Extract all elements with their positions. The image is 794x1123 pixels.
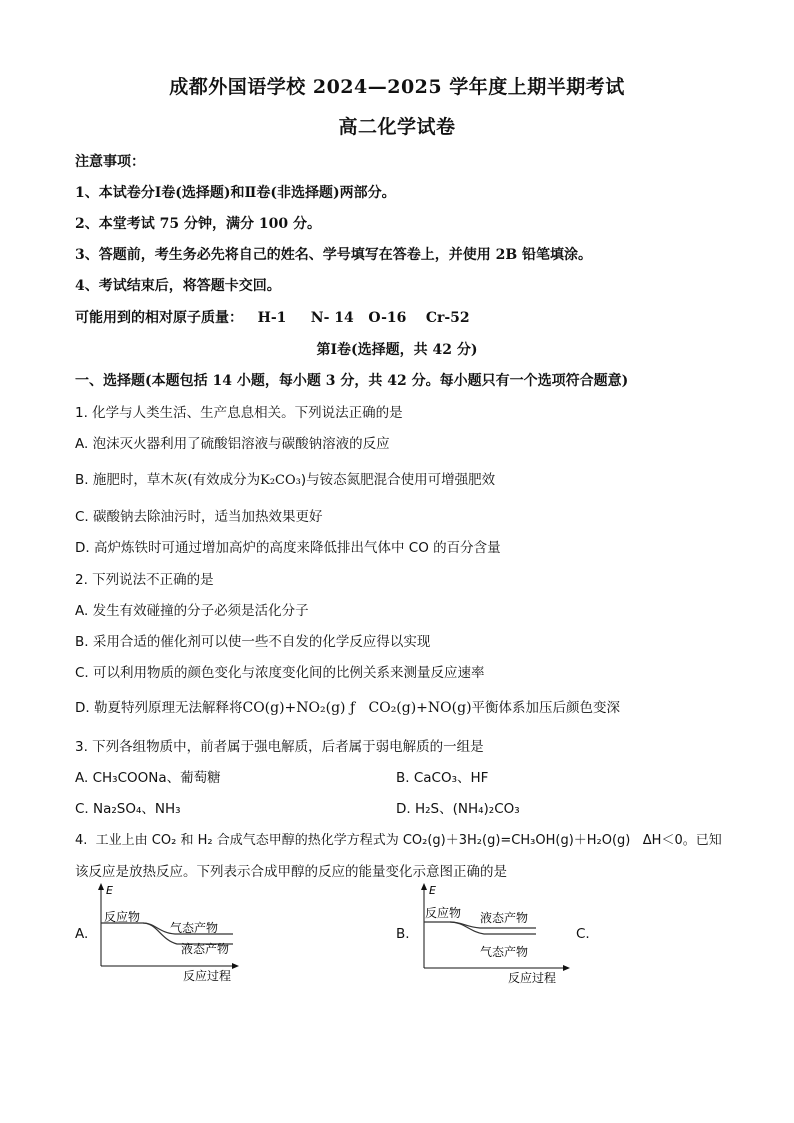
notes-heading: 注意事项： (75, 154, 145, 170)
q1-stem: 1. 化学与人类生活、生产息息相关。下列说法正确的是 (75, 405, 403, 421)
y-axis-label: E (429, 884, 436, 897)
q3-option-a: A. CH₃COONa、葡萄糖 (75, 770, 221, 786)
q1-option-b (75, 468, 495, 488)
q2-option-b: B. 采用合适的催化剂可以使一些不自发的化学反应得以实现 (75, 634, 431, 650)
q3-stem: 3. 下列各组物质中，前者属于强电解质，后者属于弱电解质的一组是 (75, 739, 484, 755)
q4-stem-line1: 4. 工业上由 CO₂ 和 H₂ 合成气态甲醇的热化学方程式为 CO₂(g)＋3H₂(g)=CH₃OH(g)＋H₂O(g) ΔH＜0。已知 (75, 833, 722, 848)
q2-option-d (75, 696, 620, 716)
y-axis-label: E (106, 884, 113, 897)
q1-option-a: A. 泡沫灭火器利用了硫酸铝溶液与碳酸钠溶液的反应 (75, 436, 390, 452)
q4-graph-a (95, 882, 245, 982)
q1-option-b-pre: B. 施肥时，草木灰(有效成分为 (75, 472, 261, 488)
q4-option-a-label: A. (75, 926, 89, 942)
q4-option-b-label: B. (396, 926, 410, 942)
q3-option-d: D. H₂S、(NH₄)₂CO₃ (396, 801, 520, 817)
q4-stem-line2: 该反应是放热反应。下列表示合成甲醇的反应的能量变化示意图正确的是 (75, 864, 507, 880)
note-item-2: 2、本堂考试 75 分钟，满分 100 分。 (75, 216, 321, 232)
note-item-4: 4、考试结束后，将答题卡交回。 (75, 278, 281, 294)
x-axis-label: 反应过程 (183, 969, 232, 982)
q2-option-d-post: 平衡体系加压后颜色变深 (471, 700, 621, 716)
q2-option-d-formula: CO(g)+NO₂(g) ƒ CO₂(g)+NO(g) (242, 700, 472, 716)
upper-product-label: 液态产物 (480, 911, 529, 925)
q1-option-d: D. 高炉炼铁时可通过增加高炉的高度来降低排出气体中 CO 的百分含量 (75, 540, 501, 556)
lower-product-label: 液态产物 (181, 942, 230, 956)
exam-title: 成都外国语学校 2024—2025 学年度上期半期考试 (169, 76, 625, 98)
q2-option-d-pre: D. 勒夏特列原理无法解释将 (75, 700, 243, 716)
q2-option-c: C. 可以利用物质的颜色变化与浓度变化间的比例关系来测量反应速率 (75, 665, 485, 681)
exam-subtitle: 高二化学试卷 (338, 116, 456, 138)
reactant-label: 反应物 (425, 906, 462, 920)
x-axis-arrow (563, 965, 570, 971)
lower-product-label: 气态产物 (480, 945, 529, 959)
q4-graph-b (418, 882, 578, 986)
section-instruction: 一、选择题(本题包括 14 小题，每小题 3 分，共 42 分。每小题只有一个选项符合题意) (75, 373, 629, 389)
x-axis-arrow (232, 963, 239, 969)
q1-option-b-formula: K₂CO₃ (260, 473, 301, 488)
part-title: 第Ⅰ卷(选择题，共 42 分) (316, 342, 478, 358)
note-item-3: 3、答题前，考生务必先将自己的姓名、学号填写在答卷上，并使用 2B 铅笔填涂。 (75, 247, 593, 263)
y-axis-arrow (98, 883, 104, 890)
note-item-1: 1、本试卷分Ⅰ卷(选择题)和Ⅱ卷(非选择题)两部分。 (75, 185, 396, 201)
q3-option-c: C. Na₂SO₄、NH₃ (75, 801, 181, 817)
upper-product-label: 气态产物 (170, 921, 219, 935)
q1-option-b-post: )与铵态氮肥混合使用可增强肥效 (300, 472, 496, 488)
reactant-label: 反应物 (104, 910, 141, 924)
q2-option-a: A. 发生有效碰撞的分子必须是活化分子 (75, 603, 309, 619)
y-axis-arrow (421, 883, 427, 890)
q4-option-c-label: C. (576, 926, 590, 942)
q1-option-c: C. 碳酸钠去除油污时，适当加热效果更好 (75, 509, 323, 525)
q3-option-b: B. CaCO₃、HF (396, 770, 489, 786)
q2-stem: 2. 下列说法不正确的是 (75, 572, 214, 588)
atomic-mass-line: 可能用到的相对原子质量： H-1 N- 14 O-16 Cr-52 (75, 310, 470, 326)
x-axis-label: 反应过程 (508, 971, 557, 985)
